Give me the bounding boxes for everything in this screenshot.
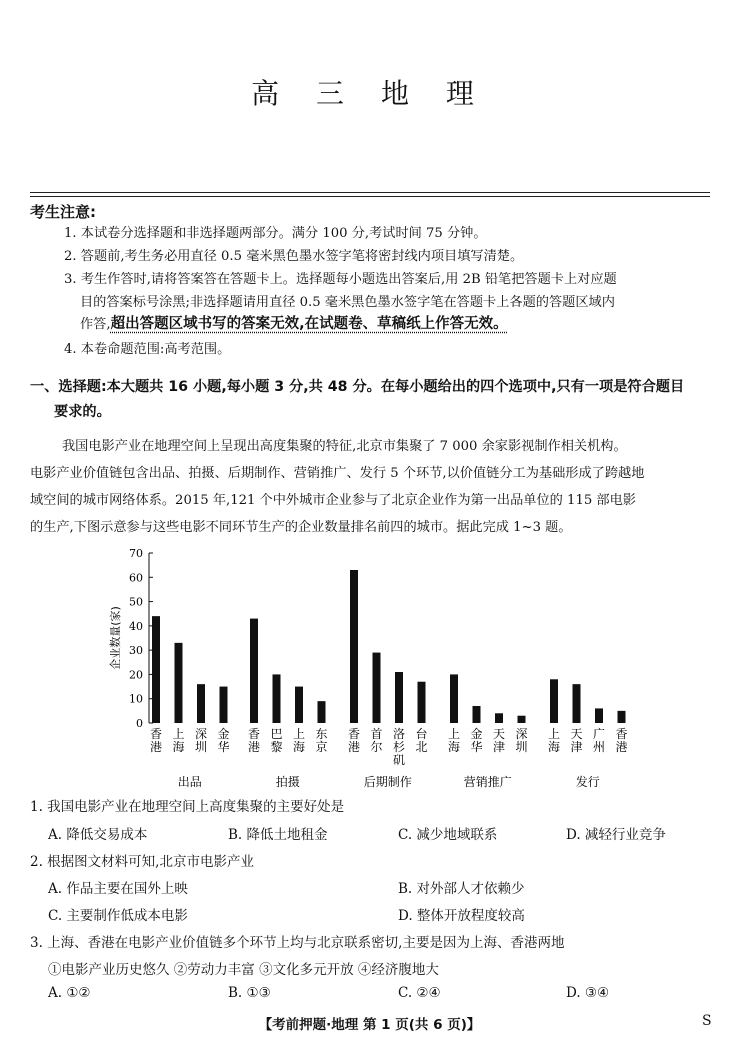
bar-后期制作-首尔 [373,653,381,723]
question-1-option-d[interactable]: D. 减轻行业竞争 [566,827,666,843]
page-title: 高 三 地 理 [251,77,488,110]
bar-出品-深圳 [197,684,205,723]
x-tick-label: 上海 [292,727,306,754]
group-label: 营销推广 [463,775,512,789]
x-tick-label: 深圳 [194,727,208,754]
question-3-statements: ①电影产业历史悠久 ②劳动力丰富 ③文化多元开放 ④经济腹地大 [48,962,439,978]
x-tick-label: 香港 [149,727,163,754]
notice-emphasis: 超出答题区域书写的答案无效,在试题卷、草稿纸上作答无效。 [110,316,508,332]
bar-拍摄-香港 [250,619,258,723]
bar-出品-香港 [152,616,160,723]
x-tick-label: 香港 [347,727,361,754]
y-axis-title: 企业数量(家) [109,606,122,670]
group-label: 拍摄 [275,775,300,789]
x-tick-label: 香港 [247,727,261,754]
x-tick-label: 上海 [172,727,185,754]
x-tick-label: 洛杉矶 [392,727,406,767]
question-1-option-a[interactable]: A. 降低交易成本 [48,827,148,843]
notice-item-4: 4. 本卷命题范围:高考范围。 [64,342,231,357]
bar-拍摄-巴黎 [273,674,281,723]
passage-line-4: 的生产,下图示意参与这些电影不同环节生产的企业数量排名前四的城市。据此完成 1~3 题。 [30,520,572,535]
question-1-option-c[interactable]: C. 减少地域联系 [398,827,498,843]
notice-item-3-cont: 目的答案标号涂黑;非选择题请用直径 0.5 毫米黑色墨水签字笔在答题卡上各题的答题区域内 [80,295,615,310]
passage-line-2: 电影产业价值链包含出品、拍摄、后期制作、营销推广、发行 5 个环节,以价值链分工为基础形成了跨越地 [30,466,645,481]
bar-后期制作-香港 [350,570,358,723]
bar-发行-上海 [550,679,558,723]
x-tick-label: 深圳 [515,727,528,754]
x-tick-label: 东京 [315,727,328,754]
y-tick-label: 50 [129,595,143,609]
question-2-stem: 2. 根据图文材料可知,北京市电影产业 [30,854,254,870]
x-tick-label: 广州 [592,727,606,754]
bar-营销推广-上海 [450,674,458,723]
x-tick-label: 上海 [447,727,461,754]
bar-发行-广州 [595,708,603,723]
x-tick-label: 上海 [547,727,561,754]
group-label: 出品 [177,775,202,789]
bar-后期制作-洛杉矶 [395,672,403,723]
y-tick-label: 40 [129,619,143,633]
bar-发行-香港 [618,711,626,723]
question-2-option-a[interactable]: A. 作品主要在国外上映 [48,881,188,897]
x-tick-label: 首尔 [370,727,383,754]
y-tick-label: 30 [129,644,143,658]
x-tick-label: 金华 [217,727,230,754]
corner-mark: S [702,1013,712,1029]
header-divider-thin [30,196,710,197]
notice-item-3: 3. 考生作答时,请将答案答在答题卡上。选择题每小题选出答案后,用 2B 铅笔把答题卡上对应题 [64,272,617,287]
notice-item-3-prefix: 作答, [80,317,111,332]
notice-item-3-end [80,312,508,333]
bar-营销推广-天津 [495,713,503,723]
question-2-option-b[interactable]: B. 对外部人才依赖少 [398,881,525,897]
question-3-option-c[interactable]: C. ②④ [398,985,441,1001]
bar-营销推广-金华 [473,706,481,723]
x-tick-label: 金华 [470,727,483,754]
bar-后期制作-台北 [418,682,426,723]
x-tick-label: 天津 [492,727,506,754]
passage-line-1: 我国电影产业在地理空间上呈现出高度集聚的特征,北京市集聚了 7 000 余家影视制作相关机构。 [62,439,627,454]
x-tick-label: 天津 [570,727,583,754]
question-3-option-b[interactable]: B. ①③ [228,985,271,1001]
notice-item-2: 2. 答题前,考生务必用直径 0.5 毫米黑色墨水签字笔将密封线内项目填写清楚。 [64,249,524,264]
question-3-option-d[interactable]: D. ③④ [566,985,610,1001]
bar-出品-金华 [220,687,228,723]
question-2-option-d[interactable]: D. 整体开放程度较高 [398,908,525,924]
header-divider [30,192,710,193]
bar-拍摄-东京 [318,701,326,723]
group-label: 发行 [575,775,600,789]
section-heading: 一、选择题:本大题共 16 小题,每小题 3 分,共 48 分。在每小题给出的四个选项中,只有一项是符合题目 [30,379,685,395]
bar-出品-上海 [175,643,183,723]
x-tick-label: 台北 [415,727,428,754]
passage-line-3: 域空间的城市网络体系。2015 年,121 个中外城市企业参与了北京企业作为第一出品单位的 115 部电影 [30,493,636,508]
notice-heading: 考生注意: [30,203,96,221]
question-1-option-b[interactable]: B. 降低土地租金 [228,827,328,843]
question-2-option-c[interactable]: C. 主要制作低成本电影 [48,908,188,924]
bar-拍摄-上海 [295,687,303,723]
question-3-option-a[interactable]: A. ①② [48,985,91,1001]
y-tick-label: 10 [129,692,143,706]
question-1-stem: 1. 我国电影产业在地理空间上高度集聚的主要好处是 [30,799,345,815]
bar-发行-天津 [573,684,581,723]
y-tick-label: 70 [129,547,143,560]
section-heading-cont: 要求的。 [54,404,111,420]
bar-营销推广-深圳 [518,716,526,723]
page-footer: 【考前押题·地理 第 1 页(共 6 页)】 [258,1017,481,1033]
notice-item-1: 1. 本试卷分选择题和非选择题两部分。满分 100 分,考试时间 75 分钟。 [64,226,487,241]
y-tick-label: 0 [136,717,143,730]
y-tick-label: 20 [129,668,143,682]
y-tick-label: 60 [129,571,143,585]
question-3-stem: 3. 上海、香港在电影产业价值链多个环节上均与北京联系密切,主要是因为上海、香港两地 [30,935,565,951]
x-tick-label: 巴黎 [270,727,283,754]
x-tick-label: 香港 [615,727,628,754]
enterprise-bar-chart [98,540,638,798]
group-label: 后期制作 [363,775,412,789]
